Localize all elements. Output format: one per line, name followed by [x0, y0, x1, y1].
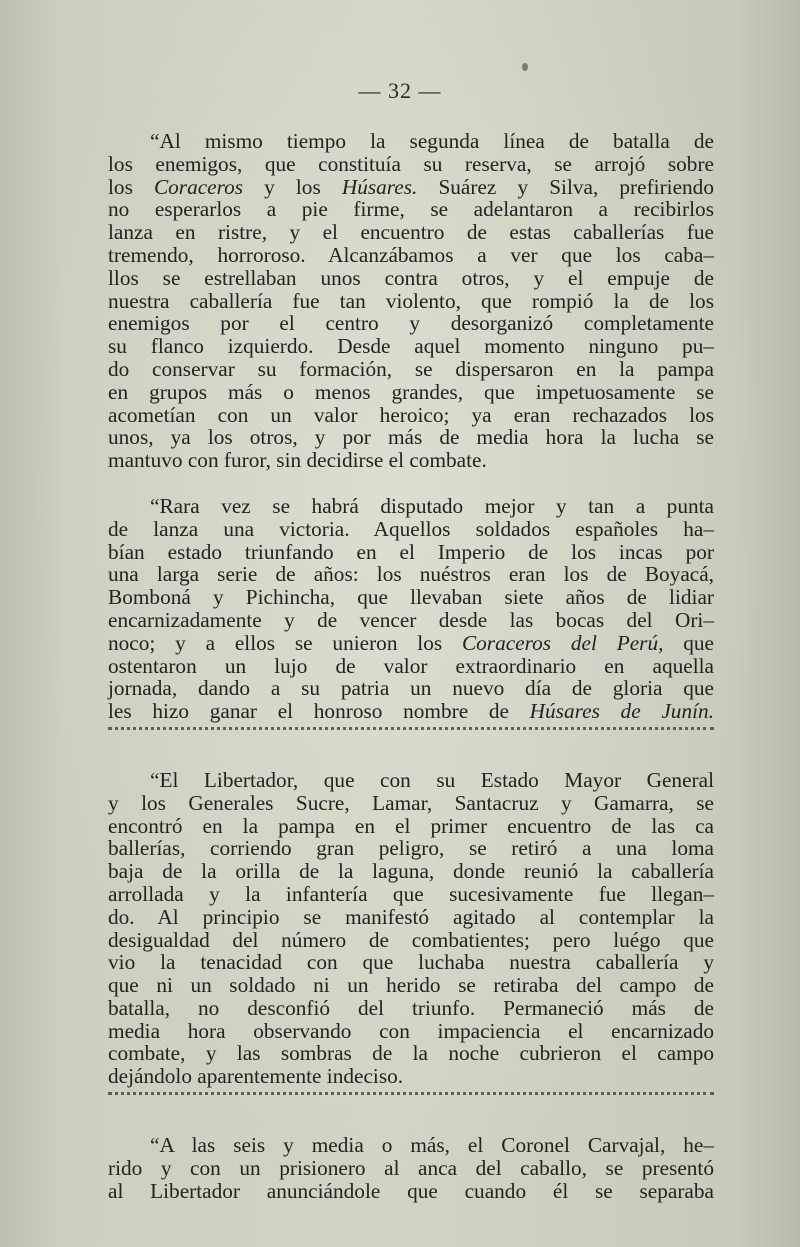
- text-line: [108, 518, 714, 541]
- text-line: [108, 130, 714, 153]
- body-text: [108, 130, 714, 1202]
- text-run: una larga serie de años: los nuéstros eran los de Boyacá,: [108, 562, 714, 587]
- text-line: [108, 563, 714, 586]
- text-line: [108, 198, 714, 221]
- text-run: unos, ya los otros, y por más de media hora la lucha se: [108, 425, 714, 450]
- text-run: y los Generales Sucre, Lamar, Santacruz y Gamarra, se: [108, 790, 714, 815]
- text-run: llos se estrellaban unos contra otros, y el empuje de: [108, 265, 714, 290]
- text-run: rido y con un prisionero al anca del caballo, se presentó: [108, 1155, 714, 1180]
- text-line: [108, 221, 714, 244]
- paragraph-1: [108, 130, 714, 472]
- text-run: “Rara vez se habrá disputado mejor y tan a punta: [150, 493, 714, 518]
- text-run: “Al mismo tiempo la segunda línea de batalla de: [150, 129, 714, 153]
- text-run: nuestra caballería fue tan violento, que rompió la de los: [108, 288, 714, 313]
- text-run: “A las seis y media o más, el Coronel Carvajal, he–: [150, 1133, 714, 1158]
- text-run: tremendo, horroroso. Alcanzábamos a ver que los caba–: [108, 242, 714, 267]
- text-run: jornada, dando a su patria un nuevo día de gloria que: [108, 676, 714, 701]
- text-run: al Libertador anunciándole que cuando él se separaba: [108, 1178, 714, 1203]
- text-line: [108, 1065, 714, 1088]
- text-run: ostentaron un lujo de valor extraordinario en aquella: [108, 653, 714, 678]
- text-line: [108, 1042, 714, 1065]
- text-line: [108, 1180, 714, 1203]
- text-line: [108, 244, 714, 267]
- text-line: [108, 1134, 714, 1157]
- text-run: su flanco izquierdo. Desde aquel momento ninguno pu–: [108, 334, 714, 359]
- text-run: en grupos más o menos grandes, que impetuosamente se: [108, 379, 714, 404]
- text-run: arrollada y la infantería que sucesivamente fue llegan–: [108, 881, 714, 906]
- text-run: do. Al principio se manifestó agitado al contemplar la: [108, 904, 714, 929]
- text-line: [108, 176, 714, 199]
- ink-fleck: [522, 63, 528, 71]
- text-line: [108, 792, 714, 815]
- text-line: [108, 358, 714, 381]
- paragraph-4: [108, 1134, 714, 1202]
- paragraph-gap: [108, 746, 714, 769]
- text-line: [108, 655, 714, 678]
- text-run: Suárez y Silva, prefiriendo: [417, 174, 714, 199]
- text-run: “El Libertador, que con su Estado Mayor General: [150, 767, 714, 792]
- italic-text-run: Coraceros: [153, 174, 244, 199]
- text-run: acometían con un valor heroico; ya eran rechazados los: [108, 402, 714, 427]
- text-line: [108, 1157, 714, 1180]
- text-line: [108, 632, 714, 655]
- text-run: lanza en ristre, y el encuentro de estas caballerías fue: [108, 220, 714, 245]
- page-number: — 32 —: [358, 78, 442, 103]
- dotted-separator: [108, 723, 714, 746]
- text-run: desigualdad del número de combatientes; pero luégo que: [108, 927, 714, 952]
- text-line: [108, 495, 714, 518]
- text-run: les hizo ganar el honroso nombre de: [108, 699, 530, 724]
- text-line: [108, 815, 714, 838]
- text-line: [108, 974, 714, 997]
- text-run: encontró en la pampa en el primer encuentro de las ca: [108, 813, 714, 838]
- text-line: [108, 312, 714, 335]
- text-line: [108, 860, 714, 883]
- text-run: los: [108, 174, 154, 199]
- italic-text-run: Húsares de Junín.: [529, 699, 714, 724]
- text-run: baja de la orilla de la laguna, donde reunió la caballería: [108, 859, 714, 884]
- text-line: [108, 290, 714, 313]
- paragraph-2: [108, 495, 714, 723]
- text-run: do conservar su formación, se dispersaron en la pampa: [108, 356, 714, 381]
- text-run: noco; y a ellos se unieron los: [108, 630, 462, 655]
- text-run: los enemigos, que constituía su reserva, se arrojó sobre: [108, 151, 714, 176]
- text-line: [108, 404, 714, 427]
- text-line: [108, 267, 714, 290]
- text-line: [108, 769, 714, 792]
- text-line: [108, 837, 714, 860]
- text-line: [108, 677, 714, 700]
- text-line: [108, 335, 714, 358]
- dotted-separator: [108, 1088, 714, 1111]
- text-line: [108, 153, 714, 176]
- text-run: enemigos por el centro y desorganizó completamente: [108, 311, 714, 336]
- text-run: que: [663, 630, 714, 655]
- text-run: mantuvo con furor, sin decidirse el combate.: [108, 448, 487, 473]
- text-run: no esperarlos a pie firme, se adelantaron a recibirlos: [108, 197, 714, 222]
- text-line: [108, 1020, 714, 1043]
- text-run: Bomboná y Pichincha, que llevaban siete años de lidiar: [108, 585, 714, 610]
- italic-text-run: Húsares.: [341, 174, 418, 199]
- paragraph-gap: [108, 472, 714, 495]
- text-run: ballerías, corriendo gran peligro, se retiró a una loma: [108, 836, 714, 861]
- text-run: vio la tenacidad con que luchaba nuestra caballería y: [108, 950, 714, 975]
- text-line: [108, 951, 714, 974]
- text-run: y los: [243, 174, 342, 199]
- text-line: [108, 883, 714, 906]
- text-line: [108, 541, 714, 564]
- text-line: [108, 586, 714, 609]
- text-line: [108, 426, 714, 449]
- text-run: de lanza una victoria. Aquellos soldados españoles ha–: [108, 516, 714, 541]
- text-line: [108, 929, 714, 952]
- text-line: [108, 449, 714, 472]
- text-run: combate, y las sombras de la noche cubrieron el campo: [108, 1041, 714, 1066]
- paragraph-3: [108, 769, 714, 1088]
- text-line: [108, 906, 714, 929]
- text-run: media hora observando con impaciencia el encarnizado: [108, 1018, 714, 1043]
- text-run: bían estado triunfando en el Imperio de los incas por: [108, 539, 714, 564]
- paragraph-gap: [108, 1111, 714, 1134]
- text-run: batalla, no desconfió del triunfo. Permaneció más de: [108, 995, 714, 1020]
- italic-text-run: Coraceros del Perú,: [461, 630, 664, 655]
- text-line: [108, 609, 714, 632]
- text-line: [108, 700, 714, 723]
- text-line: [108, 381, 714, 404]
- text-run: dejándolo aparentemente indeciso.: [108, 1064, 404, 1089]
- text-line: [108, 997, 714, 1020]
- text-run: encarnizadamente y de vencer desde las bocas del Ori–: [108, 607, 714, 632]
- text-run: que ni un soldado ni un herido se retiraba del campo de: [108, 973, 714, 998]
